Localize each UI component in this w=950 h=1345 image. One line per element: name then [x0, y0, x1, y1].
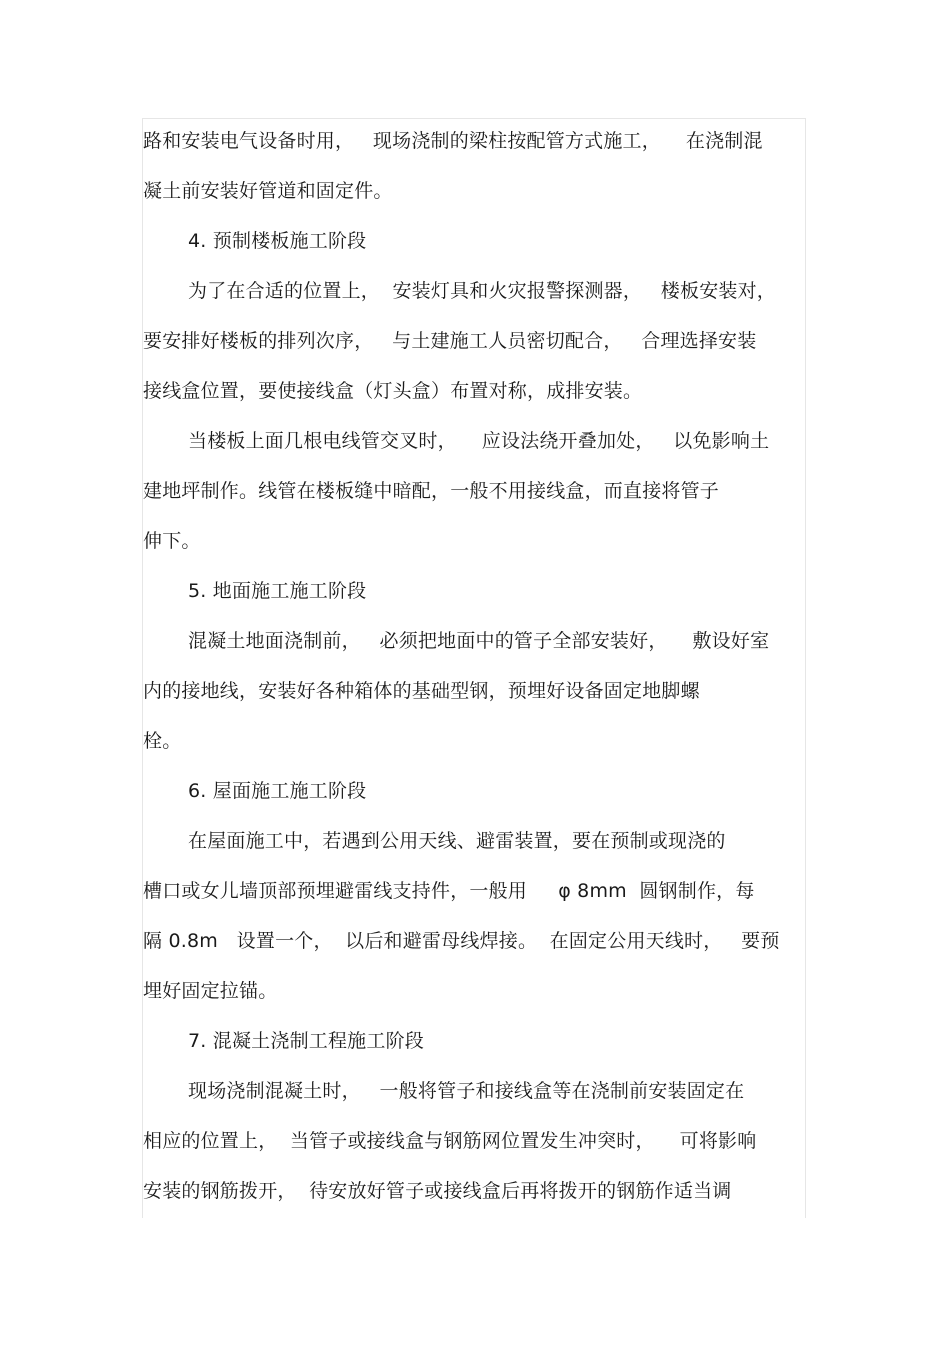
body-text-line: 安装的钢筋拨开， 待安放好管子或接线盒后再将拨开的钢筋作适当调 [143, 1180, 732, 1202]
section-heading-5: 5. 地面施工施工阶段 [188, 580, 367, 602]
body-text-line: 建地坪制作。线管在楼板缝中暗配，一般不用接线盒，而直接将管子 [143, 480, 720, 502]
body-text-line: 槽口或女儿墙顶部预埋避雷线支持件，一般用 φ 8mm 圆钢制作，每 [143, 880, 755, 902]
body-text-line: 现场浇制混凝土时， 一般将管子和接线盒等在浇制前安装固定在 [188, 1080, 745, 1102]
body-text-line: 在屋面施工中，若遇到公用天线、避雷装置，要在预制或现浇的 [188, 830, 726, 852]
body-text-line: 路和安装电气设备时用， 现场浇制的梁柱按配管方式施工， 在浇制混 [143, 130, 763, 152]
body-text-line: 隔 0.8m 设置一个， 以后和避雷母线焊接。 在固定公用天线时， 要预 [143, 930, 780, 952]
body-text-line: 栓。 [143, 730, 182, 752]
body-text-line: 埋好固定拉锚。 [143, 980, 278, 1002]
section-heading-4: 4. 预制楼板施工阶段 [188, 230, 367, 252]
body-text-line: 当楼板上面几根电线管交叉时， 应设法绕开叠加处， 以免影响土 [188, 430, 770, 452]
body-text-line: 接线盒位置，要使接线盒（灯头盒）布置对称，成排安装。 [143, 380, 643, 402]
section-heading-6: 6. 屋面施工施工阶段 [188, 780, 367, 802]
body-text-line: 要安排好楼板的排列次序， 与土建施工人员密切配合， 合理选择安装 [143, 330, 757, 352]
body-text-line: 相应的位置上， 当管子或接线盒与钢筋网位置发生冲突时， 可将影响 [143, 1130, 757, 1152]
body-text-line: 混凝土地面浇制前， 必须把地面中的管子全部安装好， 敷设好室 [188, 630, 770, 652]
body-text-line: 凝土前安装好管道和固定件。 [143, 180, 393, 202]
section-heading-7: 7. 混凝土浇制工程施工阶段 [188, 1030, 424, 1052]
body-text-line: 伸下。 [143, 530, 201, 552]
body-text-line: 内的接地线，安装好各种箱体的基础型钢，预埋好设备固定地脚螺 [143, 680, 700, 702]
body-text-line: 为了在合适的位置上， 安装灯具和火灾报警探测器， 楼板安装对， [188, 280, 776, 302]
